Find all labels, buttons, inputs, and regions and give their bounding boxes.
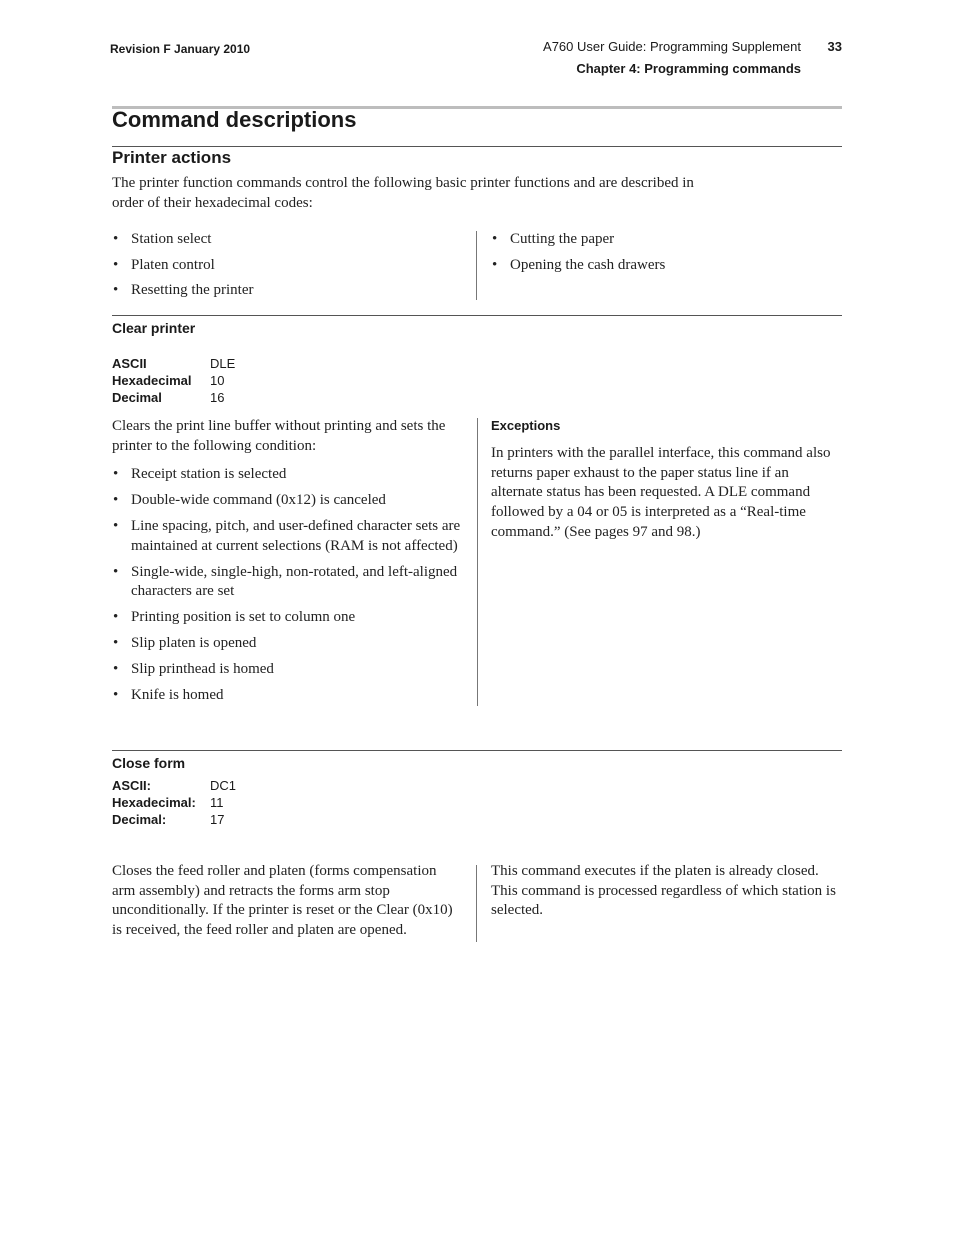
code-value: 16 [210, 390, 225, 405]
section-title-rule [112, 146, 842, 147]
functions-list-left [112, 227, 462, 304]
clear-printer-codes [112, 355, 235, 406]
close-form-note: This command executes if the platen is already closed. This command is processed regardless of which station is selected. [491, 863, 836, 919]
clear-printer-title: Clear printer [112, 320, 196, 336]
code-row [112, 372, 235, 389]
close-form-codes [112, 777, 236, 828]
list-item: • Slip printhead is homed [112, 660, 462, 680]
exceptions-title: Exceptions [491, 418, 561, 433]
code-value: 10 [210, 373, 225, 388]
clear-printer-rule [112, 315, 842, 316]
code-label: Decimal: [112, 812, 167, 827]
clear-printer-conditions [112, 465, 462, 706]
code-row [112, 794, 236, 811]
intro-paragraph: The printer function commands control the following basic printer functions and are described in order of their hexadecimal codes: [112, 175, 694, 211]
list-item: • Resetting the printer [112, 278, 462, 304]
section-subtitle: Printer actions [112, 148, 232, 167]
list-item: • Line spacing, pitch, and user-defined character sets are maintained at current selections (RAM is not affected) [112, 517, 462, 556]
revision-label: Revision F January 2010 [110, 42, 251, 56]
code-label: Hexadecimal: [112, 795, 196, 810]
code-value: DC1 [210, 778, 237, 793]
list-item: • Single-wide, single-high, non-rotated, and left-aligned characters are set [112, 563, 462, 602]
list-item: • Receipt station is selected [112, 465, 462, 485]
document-title: A760 User Guide: Programming Supplement [543, 39, 801, 54]
code-row [112, 777, 236, 794]
close-form-rule [112, 750, 842, 751]
column-divider [476, 231, 477, 300]
close-form-title: Close form [112, 755, 186, 771]
code-label: Decimal [112, 390, 162, 405]
code-value: 17 [210, 812, 225, 827]
code-row [112, 355, 235, 372]
list-item: • Platen control [112, 253, 462, 279]
list-item: • Double-wide command (0x12) is canceled [112, 491, 462, 511]
code-row [112, 389, 235, 406]
code-value: 11 [210, 795, 224, 810]
list-item: • Station select [112, 227, 462, 253]
clear-printer-description: Clears the print line buffer without printing and sets the printer to the following condition: [112, 418, 446, 454]
list-item: • Knife is homed [112, 686, 462, 706]
functions-list-right [491, 227, 841, 278]
exceptions-text: In printers with the parallel interface, this command also returns paper exhaust to the paper status line if an alternate status has been requested. A DLE command followed by a 04 or 05 is interpreted as a “Real-time command.” (See pages 97 and 98.) [491, 445, 831, 540]
chapter-title: Chapter 4: Programming commands [576, 61, 801, 76]
code-label: Hexadecimal [112, 373, 192, 388]
code-value: DLE [210, 356, 236, 371]
list-item: • Opening the cash drawers [491, 253, 841, 279]
code-label: ASCII [112, 356, 147, 371]
column-divider [476, 865, 477, 942]
column-divider [477, 418, 478, 706]
code-row [112, 811, 236, 828]
page-number: 33 [827, 39, 842, 54]
list-item: • Cutting the paper [491, 227, 841, 253]
code-label: ASCII: [112, 778, 151, 793]
list-item: • Slip platen is opened [112, 634, 462, 654]
section-title: Command descriptions [112, 107, 357, 132]
close-form-description: Closes the feed roller and platen (forms compensation arm assembly) and retracts the forms arm stop unconditionally. If the printer is reset or the Clear (0x10) is received, the feed roller and platen are opened. [112, 863, 453, 939]
list-item: • Printing position is set to column one [112, 608, 462, 628]
